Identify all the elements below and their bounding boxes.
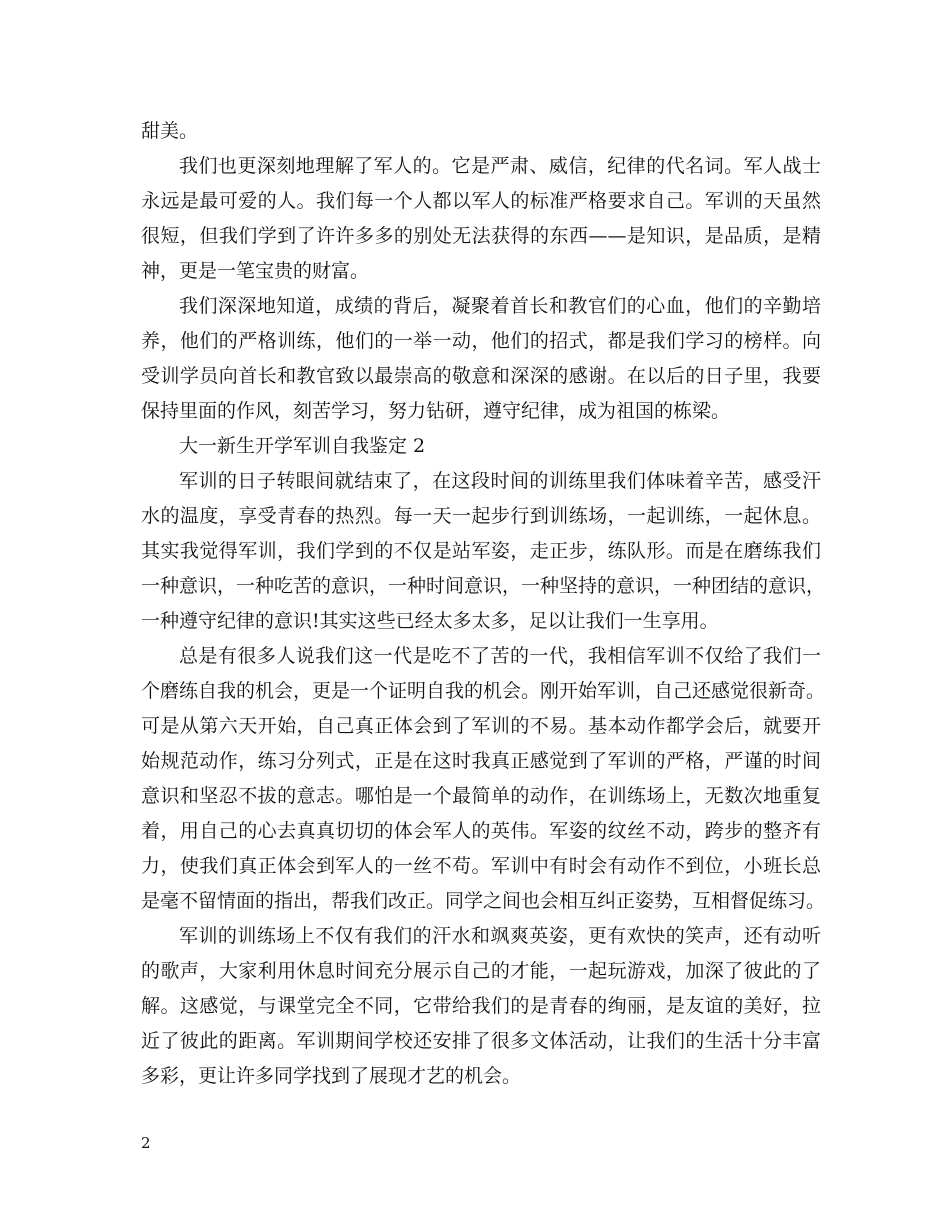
text-line: 近了彼此的距离。军训期间学校还安排了很多文体活动，让我们的生活十分丰富 <box>141 1030 821 1052</box>
text-line: 力，使我们真正体会到军人的一丝不苟。军训中有时会有动作不到位，小班长总 <box>141 855 821 877</box>
text-line: 水的温度，享受青春的热烈。每一天一起步行到训练场，一起训练，一起休息。 <box>141 505 821 527</box>
text-line: 其实我觉得军训，我们学到的不仅是站军姿，走正步，练队形。而是在磨练我们 <box>141 540 821 562</box>
text-line: 一种意识，一种吃苦的意识，一种时间意识，一种坚持的意识，一种团结的意识， <box>141 575 826 597</box>
text-line: 总是有很多人说我们这一代是吃不了苦的一代，我相信军训不仅给了我们一 <box>179 645 821 667</box>
text-line: 意识和坚忍不拔的意志。哪怕是一个最简单的动作，在训练场上，无数次地重复 <box>141 785 821 807</box>
text-line: 神，更是一笔宝贵的财富。 <box>141 260 370 282</box>
text-line: 我们也更深刻地理解了军人的。它是严肃、威信，纪律的代名词。军人战士 <box>179 155 821 177</box>
text-line: 多彩，更让许多同学找到了展现才艺的机会。 <box>141 1065 522 1087</box>
text-line: 一种遵守纪律的意识!其实这些已经太多太多，足以让我们一生享用。 <box>141 610 719 632</box>
text-line: 是毫不留情面的指出，帮我们改正。同学之间也会相互纠正姿势，互相督促练习。 <box>141 890 826 912</box>
text-line: 我们深深地知道，成绩的背后，凝聚着首长和教官们的心血，他们的辛勤培 <box>179 295 821 317</box>
page-number: 2 <box>141 1134 151 1152</box>
text-line: 着，用自己的心去真真切切的体会军人的英伟。军姿的纹丝不动，跨步的整齐有 <box>141 820 821 842</box>
text-line: 军训的日子转眼间就结束了，在这段时间的训练里我们体味着辛苦，感受汗 <box>179 470 821 492</box>
text-line: 受训学员向首长和教官致以最崇高的敬意和深深的感谢。在以后的日子里，我要 <box>141 365 821 387</box>
text-line: 很短，但我们学到了许许多多的别处无法获得的东西——是知识，是品质，是精 <box>141 225 821 247</box>
text-line: 保持里面的作风，刻苦学习，努力钻研，遵守纪律，成为祖国的栋梁。 <box>141 400 731 422</box>
text-line: 解。这感觉，与课堂完全不同，它带给我们的是青春的绚丽，是友谊的美好，拉 <box>141 995 821 1017</box>
text-line: 始规范动作，练习分列式，正是在这时我真正感觉到了军训的严格，严谨的时间 <box>141 750 821 772</box>
text-line: 甜美。 <box>141 120 199 142</box>
text-line: 个磨练自我的机会，更是一个证明自我的机会。刚开始军训，自己还感觉很新奇。 <box>141 680 826 702</box>
document-body <box>141 114 826 1094</box>
text-line: 军训的训练场上不仅有我们的汗水和飒爽英姿，更有欢快的笑声，还有动听 <box>179 925 821 947</box>
text-line: 可是从第六天开始，自己真正体会到了军训的不易。基本动作都学会后，就要开 <box>141 715 821 737</box>
section-heading: 大一新生开学军训自我鉴定 2 <box>179 435 426 457</box>
text-line: 养，他们的严格训练，他们的一举一动，他们的招式，都是我们学习的榜样。向 <box>141 330 821 352</box>
text-line: 永远是最可爱的人。我们每一个人都以军人的标准严格要求自己。军训的天虽然 <box>141 190 821 212</box>
text-line: 的歌声，大家利用休息时间充分展示自己的才能，一起玩游戏，加深了彼此的了 <box>141 960 821 982</box>
